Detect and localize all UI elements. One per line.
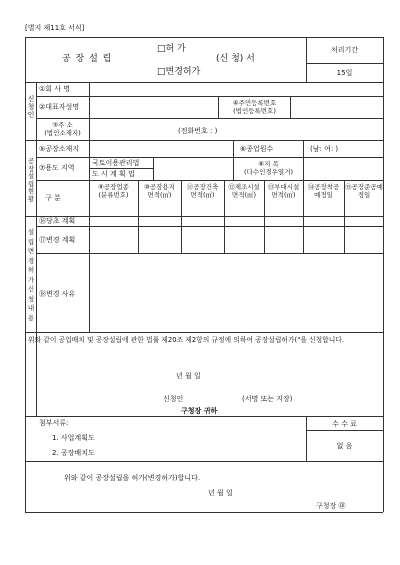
resident-divider2 [290, 96, 291, 118]
row-reason [25, 332, 383, 333]
address-label: ③주 소 (법인소재지) [44, 121, 81, 137]
row-company [36, 96, 383, 97]
zone-law-divider [153, 157, 154, 180]
row-location [36, 157, 383, 158]
form-label: [별지 제11호 서식] [25, 24, 85, 32]
phone-label: (전화번호 : ) [178, 127, 218, 135]
border-left [25, 37, 26, 512]
processing-value: 15일 [336, 69, 353, 77]
after-label: ⑰변경 계획 [39, 236, 76, 244]
reason-label: ⑱변경 사유 [39, 290, 76, 298]
applicant-section-label: 신청인 [27, 95, 35, 119]
recipient: 구청장 귀하 [181, 407, 218, 415]
processing-mid [306, 63, 383, 64]
column-header-aux-area: ⑬부대시설 면적(㎡) [267, 183, 300, 199]
category-label: 구 분 [45, 194, 61, 202]
label-col-line-a [89, 82, 90, 140]
before-label: ⑯당초 계획 [39, 217, 76, 225]
fee-label: 수 수 료 [332, 420, 357, 428]
location-label: ⑤공장소재지 [39, 145, 80, 153]
row-approval [25, 461, 383, 462]
approval-signer: 구청장 ㊞ [316, 502, 346, 510]
fee-value: 없 음 [336, 442, 353, 450]
border-right [383, 37, 384, 512]
processing-label: 처리기간 [330, 46, 359, 54]
rep-label: ②대표자성명 [39, 103, 80, 111]
column-header-facility-area: ⑫제조시설 면적(㎡) [228, 183, 260, 199]
label-col-line-d [89, 216, 90, 253]
approval-text: 위와 같이 공장설립을 허가(변경허가)합니다. [64, 474, 201, 482]
title-right: (신 청) 서 [216, 54, 255, 64]
change-section-label: 설립변경허가신청내용 [27, 228, 35, 322]
label-col-line-b [89, 140, 90, 180]
zone-law-1: 국토이용관리법 [92, 159, 140, 167]
row-address [25, 140, 383, 141]
land-label: ⑧지 목 (다수인경우열거) [243, 160, 294, 176]
column-header-site-area: ⑩공장용지 면적(㎡) [144, 183, 175, 199]
employees-divider [233, 140, 234, 157]
column-header-complete-date: ⑮공장준공예정일 [345, 183, 383, 199]
company-label: ①회 사 명 [39, 85, 71, 93]
employees-value: (남: 여: ) [310, 145, 339, 153]
employees-divider2 [303, 140, 304, 157]
attachment-item-1: 1. 사업계획도 [52, 434, 95, 442]
approval-date: 년 월 일 [208, 489, 233, 497]
row-rep [36, 118, 383, 119]
employees-label: ⑥종업원수 [240, 145, 274, 153]
title-option-permit: □허 가 [157, 44, 186, 54]
title-option-change: □변경허가 [157, 67, 201, 77]
signer-note: (서명 또는 지장) [242, 395, 293, 403]
column-header-building-area: ⑪공장건축 면적(㎡) [186, 183, 219, 199]
fee-mid [306, 430, 383, 431]
zone-law-2: 도 시 계 획 법 [92, 170, 135, 178]
border-bottom [25, 512, 383, 513]
resident-no-label: ④주민등록번호 (법인등록번호) [232, 99, 277, 115]
land-divider2 [303, 157, 304, 180]
attachment-item-2: 2. 공장배치도 [52, 449, 95, 457]
column-header-start-date: ⑭공장착공 예정일 [307, 183, 340, 199]
factory-section-label: 공장설립현황 [27, 157, 35, 203]
border-top [25, 37, 383, 38]
row-zone-mid [89, 168, 153, 169]
title-left: 공 장 설 립 [62, 54, 113, 64]
column-header-industry: ⑨공장업종 (분류번호) [98, 183, 129, 199]
signer-label: 신청인 [163, 395, 184, 403]
row-attachments [25, 416, 383, 417]
title-bottom [25, 82, 383, 83]
row-columns-bottom [25, 216, 383, 217]
statement-text: 위와 같이 공업배치 및 공장설립에 관한 법률 제20조 제2항의 규정에 의하여 공장설립허가("을 신청합니다. [28, 336, 345, 344]
label-col-line-c [89, 253, 90, 332]
zone-label: ⑦용도 지역 [39, 164, 75, 172]
attachments-label: 첨부서류: [39, 419, 69, 427]
date-line: 년 월 일 [176, 372, 201, 380]
